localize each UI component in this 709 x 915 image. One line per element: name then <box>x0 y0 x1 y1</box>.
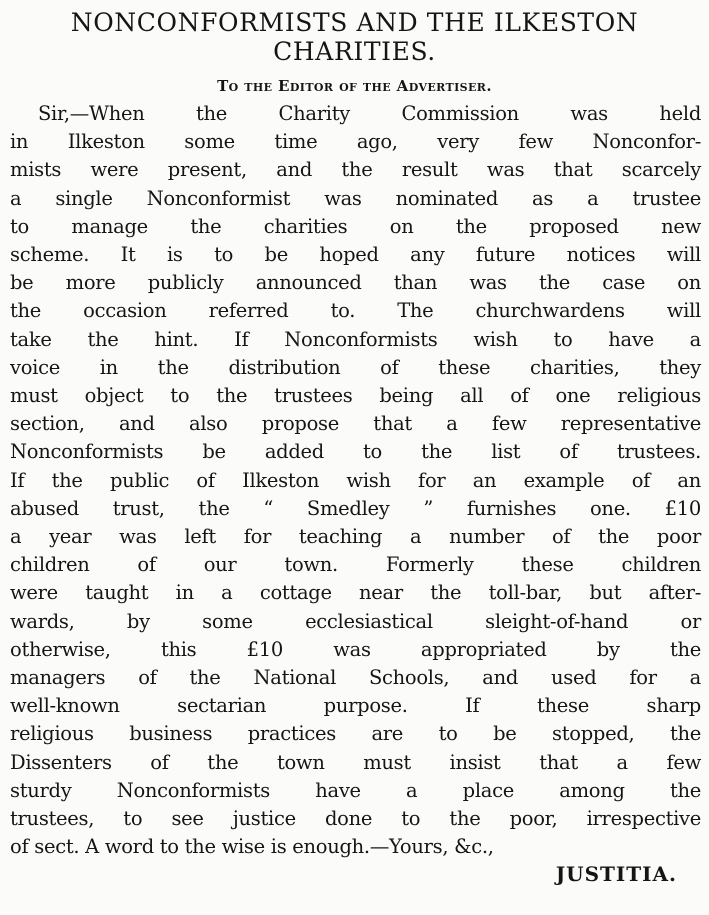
letter-line: voice in the distribution of these charities, they <box>10 355 701 379</box>
letter-line: otherwise, this £10 was appropriated by the <box>10 637 701 661</box>
letter-line: section, and also propose that a few representative <box>10 412 701 436</box>
letter-line: wards, by some ecclesiastical sleight-of-hand or <box>10 609 701 633</box>
letter-line: be more publicly announced than was the case on <box>10 271 701 295</box>
letter-line: a single Nonconformist was nominated as a trustee <box>10 186 701 210</box>
letter-line: Nonconformists be added to the list of trustees. <box>10 440 701 464</box>
letter-line: must object to the trustees being all of one religious <box>10 384 701 408</box>
letter-line: managers of the National Schools, and used for a <box>10 666 701 690</box>
letter-line: abused trust, the “ Smedley ” furnishes one. £10 <box>10 496 701 520</box>
headline-line-2: CHARITIES. <box>273 37 436 66</box>
letter-line: in Ilkeston some time ago, very few Nonconfor- <box>10 130 701 154</box>
letter-line: well-known sectarian purpose. If these sharp <box>10 694 701 718</box>
letter-line: to manage the charities on the proposed new <box>10 214 701 238</box>
signature: JUSTITIA. <box>555 862 677 887</box>
letter-line: of sect. A word to the wise is enough.—Yours, &c., <box>10 835 494 859</box>
letter-line: a year was left for teaching a number of the poor <box>10 525 701 549</box>
headline-line-1: NONCONFORMISTS AND THE ILKESTON <box>70 8 639 37</box>
letter-line: scheme. It is to be hoped any future notices will <box>10 243 701 267</box>
letter-line: Sir,—When the Charity Commission was held <box>38 102 701 125</box>
letter-line: were taught in a cottage near the toll-bar, but after- <box>10 581 701 605</box>
letter-line: the occasion referred to. The churchwardens will <box>10 299 701 323</box>
letter-line: religious business practices are to be stopped, the <box>10 722 701 746</box>
letter-body <box>0 100 709 887</box>
letter-line: sturdy Nonconformists have a place among the <box>10 778 701 802</box>
letter-line: mists were present, and the result was that scarcely <box>10 158 701 182</box>
letter-line: If the public of Ilkeston wish for an example of an <box>10 468 701 492</box>
addressee-line: To the Editor of the Advertiser. <box>217 77 492 95</box>
letter-line: Dissenters of the town must insist that a few <box>10 750 701 774</box>
letter-line: children of our town. Formerly these children <box>10 553 701 577</box>
letter-line: take the hint. If Nonconformists wish to have a <box>10 327 701 351</box>
letter-line: trustees, to see justice done to the poor, irrespective <box>10 807 701 831</box>
headline <box>0 0 709 66</box>
